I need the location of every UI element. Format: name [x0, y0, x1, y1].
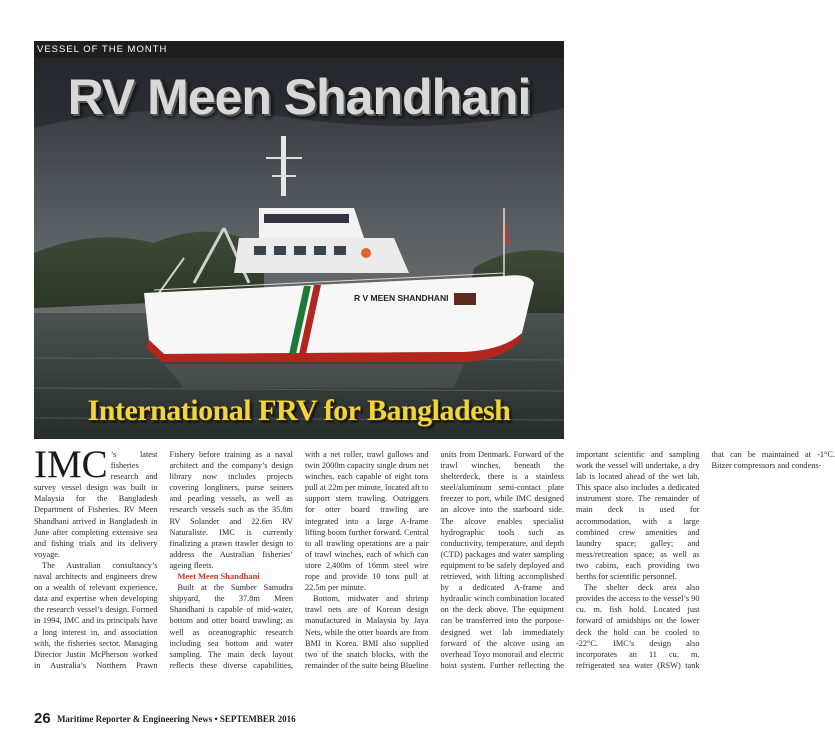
hero-photo [34, 58, 564, 439]
section-label: VESSEL OF THE MONTH [34, 41, 564, 58]
page-footer [34, 711, 296, 727]
article-paragraph: Built at the Sumber Samudra shipyard, the 37.8m Meen Shandhani is capable of mid-water, bottom and otter board trawling; as well as oceanographic research including sea bottom and water sampling. The main deck layout reflects these diverse capabilities, with a net roller, trawl gallows and twin 2000m capacity single drum net winches, each capable of eight tons pull at 22m per minute, located aft to support stern trawling. Outriggers for otter board trawling are integrated into a large A-frame lifting boom further forward. Central to all trawling operations are a pair of trawl winches, each of which can store 2,400m of 16mm steel wire rope and provide 10 tons pull at 22.5m per minute. [169, 450, 429, 670]
headline: RV Meen Shandhani [67, 69, 531, 125]
article-paragraph: IMC ’s latest fisheries research and survey vessel design was built in Malaysia for the Bangladesh Department of Fisheries. RV Meen Shandhani arrived in Bangladesh in June after completing extensive sea and fishing trials and its delivery voyage. [34, 443, 158, 559]
article-subheading: Meet Meen Shandhani [177, 571, 260, 582]
article-paragraph: Bottom, midwater and shrimp trawl nets are of Korean design manufactured in Malaysia by Jaya Nets, while the otter boards are from BMI in Korea. BMI also supplied two of the snatch blocks, with the remainder of the suite being Blueline units from Denmark. Forward of the trawl winches, beneath the shelterdeck, there is a stainless steel/aluminum semi-contact plate freezer to port, while IMC designed an alcove into the starboard side. The alcove enables specialist hydrographic tools such as conductivity, temperature, and depth (CTD) packages and water sampling equipment to be safely deployed and retrieved, with lifting accomplished by a dedicated A-frame and hydraulic winch combination located on the deck above. The equipment can be transferred into the purpose-designed wet lab immediately forward of the alcove using an overhead Toyo monorail and electric hoist system. Further reflecting the important scientific and sampling work the vessel will undertake, a dry lab is located ahead of the wet lab. This space also includes a dedicated instrument store. The remainder of main deck is used for accommodation, with a large combined crew amenities and laundry space; galley; and mess/recreation space; as well as two cabins, each providing two berths for scientific personnel. [305, 450, 700, 670]
dropcap: IMC [34, 443, 108, 486]
page-number: 26 [34, 710, 51, 727]
article-paragraph: The shelter deck area also provides the access to the vessel’s 90 cu. m. fish hold. Located just forward of amidships on the lower deck the hold can be cooled to -22°C. IMC’s design also incorporates an 11 cu. m. refrigerated sea water (RSW) tank that can be maintained at -1°C. Bitzer compressors and condens- [576, 450, 835, 670]
publication-line: Maritime Reporter & Engineering News • SEPTEMBER 2016 [56, 714, 296, 724]
article-body [34, 443, 835, 681]
article-paragraph: The Australian consultancy’s naval architects and engineers drew on a wealth of relevant experience, data and expertise when developing the research vessel’s design. Formed in 1994, IMC and its principals have a long interest in, and association with, the fisheries sector. Managing Director Justin McPherson worked in Australia’s Northern Prawn Fishery before training as a naval architect and the company’s design library now includes projects covering longliners, purse seiners and pearling vessels, as well as research vessels such as the 35.8m RV Solander and 22.6m RV Naturaliste. IMC is currently finalizing a prawn trawler design to address the Australian fisheries’ ageing fleets. [34, 450, 293, 670]
subhead: International FRV for Bangladesh [87, 394, 511, 427]
hull-lettering: R V MEEN SHANDHANI [354, 293, 449, 303]
